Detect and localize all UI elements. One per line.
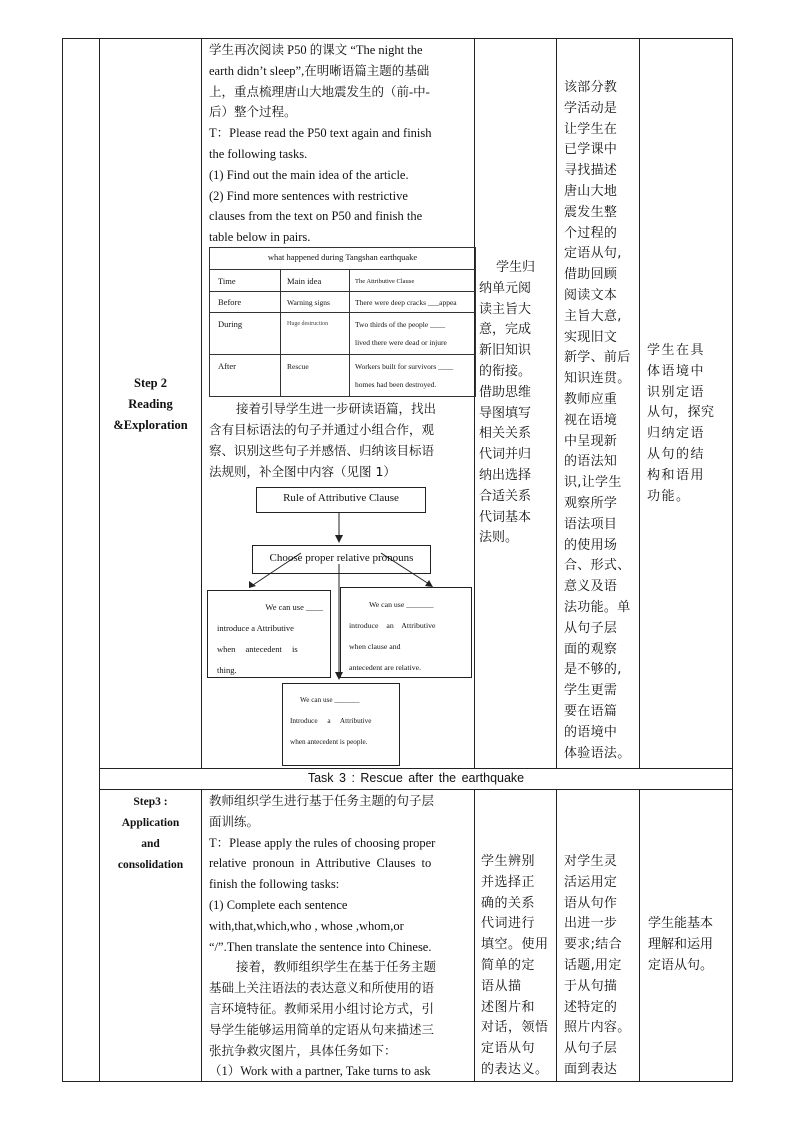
intent-line: 个过程的: [564, 225, 618, 241]
goal-line: 功能。: [647, 488, 691, 504]
step2-activity-intro: [209, 40, 471, 248]
goal-line: 理解和运用: [648, 936, 714, 952]
student-line: 法则。: [479, 530, 519, 546]
student-line: 并选择正: [481, 874, 536, 890]
intent-line: 从句子层: [564, 620, 618, 636]
intent-line: 观察所学: [564, 495, 618, 511]
rule-left-line: We can use ____: [265, 602, 323, 612]
activity-line: the following tasks.: [209, 146, 308, 161]
table-row-during-clause-2: lived there were dead or injure: [355, 338, 447, 347]
intent-line: 法功能。单: [564, 599, 631, 615]
intent-line: 的语境中: [564, 724, 618, 740]
student-line: 述图片和: [481, 999, 536, 1015]
student-line: 代词进行: [481, 916, 536, 932]
task3-title: Task 3 : Rescue after the earthquake: [307, 771, 525, 785]
intent-line: 识,让学生: [564, 475, 622, 491]
step2-learning-goal: [647, 341, 731, 507]
student-line: 的衔接。: [479, 363, 532, 379]
student-line: 代词基本: [479, 509, 532, 525]
activity-line: finish the following tasks:: [209, 877, 340, 892]
activity-line: T：Please read the P50 text again and finish: [209, 126, 432, 141]
table-row-after-clause-1: Workers built for survivors ____: [355, 362, 454, 371]
intent-line: 面的观察: [564, 641, 618, 657]
intent-line: 定语从句,: [564, 246, 622, 262]
intent-line: 阅读文本: [564, 287, 618, 303]
goal-line: 从句的结: [647, 446, 706, 462]
intent-line: 学活动是: [564, 100, 618, 116]
activity-line: 后）整个过程。: [209, 105, 297, 120]
rule-right-text: [349, 594, 465, 678]
rule-root-label: Rule of Attributive Clause: [283, 492, 399, 504]
rule-bottom-line: Introduce a Attributive: [290, 717, 372, 725]
intent-line: 主旨大意,: [564, 308, 622, 324]
intent-line: 语法项目: [564, 516, 618, 532]
intent-line: 体验语法。: [564, 745, 631, 761]
table-row-before-time: Before: [218, 297, 242, 307]
intent-line: 的语法知: [564, 454, 618, 470]
student-line: 合适关系: [479, 488, 532, 504]
step2-label-line: Step 2: [134, 376, 167, 390]
step2-label-line: &Exploration: [113, 418, 188, 432]
rule-right-line: antecedent are relative.: [349, 663, 422, 672]
step2-label-line: Reading: [128, 397, 173, 411]
intent-line: 活运用定: [564, 874, 618, 890]
activity-line: T：Please apply the rules of choosing proper: [209, 835, 436, 850]
table-border-right: [732, 38, 733, 1082]
table-header-time: Time: [218, 276, 236, 286]
intent-line: 话题,用定: [564, 957, 622, 973]
table-row-during-idea: Huge destruction: [287, 321, 329, 327]
activity-line: clauses from the text on P50 and finish the: [209, 209, 423, 224]
rule-left-line: introduce a Attributive: [217, 623, 294, 633]
intent-line: 对学生灵: [564, 854, 618, 869]
rule-left-line: when antecedent is: [217, 644, 298, 654]
activity-line: 学生再次阅读 P50 的课文 “The night the: [209, 43, 423, 57]
rule-left-text: [217, 597, 323, 681]
step3-learning-goal: [648, 914, 732, 976]
rule-bottom-text: [290, 690, 394, 753]
activity-line: relative pronoun in Attributive Clauses to: [209, 856, 432, 871]
step3-label-line: and: [141, 838, 160, 850]
table-row-after-clause-2: homes had been destroyed.: [355, 380, 437, 389]
table-row-before-idea: Warning signs: [287, 298, 330, 307]
student-line: 的表达义。: [481, 1061, 549, 1077]
activity-line: 接着，教师组织学生在基于任务主题: [236, 960, 437, 975]
student-line: 新旧知识: [479, 343, 532, 359]
student-line: 学生归: [496, 260, 536, 275]
intent-line: 借助回顾: [564, 267, 618, 283]
goal-line: 体语境中: [647, 363, 706, 379]
activity-line: 上，重点梳理唐山大地震发生的（前-中-: [209, 84, 430, 99]
goal-line: 构和语用: [647, 467, 706, 483]
table-row-during-clause-1: Two thirds of the people ____: [355, 320, 446, 329]
rule-right-line: introduce an Attributive: [349, 621, 436, 630]
row-divider-task3-bottom: [99, 789, 733, 790]
activity-line: 察、识别这些句子并感悟、归纳该目标语: [209, 443, 435, 458]
intent-line: 该部分教: [564, 80, 618, 95]
activity-line: 基础上关注语法的表达意义和所使用的语: [209, 981, 435, 996]
student-line: 纳出选择: [479, 467, 532, 483]
earthquake-table: [209, 247, 476, 397]
intent-line: 视在语境: [564, 412, 618, 428]
table-header-clause: The Attributive Clause: [355, 278, 415, 285]
student-line: 导图填写: [479, 405, 532, 421]
intent-line: 唐山大地: [564, 183, 618, 199]
intent-line: 实现旧文: [564, 329, 618, 345]
table-header-idea: Main idea: [287, 276, 322, 286]
student-line: 填空。使用: [481, 937, 549, 953]
earthquake-table-title: what happened during Tangshan earthquake: [267, 252, 418, 262]
intent-line: 学生更需: [564, 683, 618, 699]
intent-line: 照片内容。: [564, 1020, 631, 1036]
intent-line: 已学课中: [564, 142, 618, 158]
rule-middle-label: Choose proper relative pronouns: [269, 552, 414, 564]
table-row-before-clause: There were deep cracks ___appea: [355, 298, 457, 307]
intent-line: 知识连贯。: [564, 371, 631, 387]
goal-line: 学生能基本: [648, 916, 714, 931]
table-border-left: [62, 38, 63, 1082]
rule-left-line: thing.: [217, 665, 237, 675]
goal-line: 定语从句。: [648, 957, 714, 973]
intent-line: 新学、前后: [564, 350, 631, 366]
activity-line: (1) Find out the main idea of the article.: [209, 167, 409, 182]
col-divider-4a: [556, 38, 557, 768]
rule-bottom-line: We can use _______: [300, 696, 360, 704]
step3-student-activity: [481, 852, 555, 1081]
intent-line: 出进一步: [564, 916, 618, 932]
activity-line: 法规则，补全图中内容（见图 1）: [209, 464, 396, 479]
student-line: 学生辨别: [481, 854, 536, 869]
student-line: 相关关系: [479, 426, 532, 442]
intent-line: 于从句描: [564, 978, 618, 994]
student-line: 对话，领悟: [481, 1020, 549, 1036]
step2-activity-continued: [209, 398, 471, 482]
activity-line: with,that,which,who , whose ,whom,or: [209, 918, 404, 933]
step2-label: [100, 373, 201, 436]
goal-line: 识别定语: [647, 384, 706, 400]
rule-right-line: We can use _______: [369, 600, 434, 609]
activity-line: (2) Find more sentences with restrictive: [209, 188, 408, 203]
step2-student-activity: [479, 258, 555, 549]
step3-activity: [209, 791, 471, 1082]
activity-line: earth didn’t sleep”,在明晰语篇主题的基础: [209, 63, 430, 78]
activity-line: 含有目标语法的句子并通过小组合作，观: [209, 422, 435, 437]
activity-line: table below in pairs.: [209, 230, 311, 245]
activity-line: (1) Complete each sentence: [209, 897, 348, 912]
student-line: 定语从句: [481, 1041, 536, 1057]
student-line: 语从描: [481, 978, 522, 994]
intent-line: 要在语篇: [564, 703, 618, 719]
intent-line: 合、形式、: [564, 558, 631, 574]
intent-line: 中呈现新: [564, 433, 618, 449]
student-line: 纳单元阅: [479, 280, 532, 296]
col-divider-4b: [556, 789, 557, 1082]
intent-line: 语从句作: [564, 895, 618, 911]
intent-line: 让学生在: [564, 121, 618, 137]
activity-line: “/”.Then translate the sentence into Chinese.: [209, 939, 432, 954]
intent-line: 要求;结合: [564, 937, 622, 953]
step3-design-intent: [564, 852, 640, 1081]
student-line: 确的关系: [481, 895, 536, 911]
step3-label-line: Application: [121, 817, 180, 829]
activity-line: 面训练。: [209, 814, 260, 829]
student-line: 借助思维: [479, 384, 532, 400]
activity-line: 张抗争救灾图片，具体任务如下：: [209, 1043, 397, 1058]
student-line: 代词并归: [479, 447, 532, 463]
student-line: 意，完成: [479, 322, 532, 338]
table-border-top: [62, 38, 733, 39]
goal-line: 从句，探究: [647, 405, 715, 421]
step3-label: [100, 792, 201, 876]
intent-line: 的使用场: [564, 537, 618, 553]
intent-line: 震发生整: [564, 204, 618, 220]
table-row-after-time: After: [218, 361, 236, 371]
activity-line: 接着引导学生进一步研读语篇，找出: [236, 401, 437, 416]
intent-line: 是不够的,: [564, 662, 622, 678]
intent-line: 教师应重: [564, 391, 618, 407]
col-divider-2b: [201, 789, 202, 1082]
step2-design-intent: [564, 78, 640, 764]
col-divider-3a: [474, 38, 475, 768]
intent-line: 面到表达: [564, 1061, 618, 1077]
intent-line: 从句子层: [564, 1041, 618, 1057]
col-divider-3b: [474, 789, 475, 1082]
intent-line: 意义及语: [564, 579, 618, 595]
student-line: 简单的定: [481, 957, 536, 973]
table-row-after-idea: Rescue: [287, 362, 309, 371]
activity-line: （1）Work with a partner, Take turns to ask: [209, 1064, 431, 1079]
col-divider-1: [99, 38, 100, 1082]
activity-line: 导学生能够运用简单的定语从句来描述三: [209, 1022, 435, 1037]
activity-line: 教师组织学生进行基于任务主题的句子层: [209, 794, 435, 808]
step3-label-line: consolidation: [117, 859, 184, 871]
rule-right-line: when clause and: [349, 642, 401, 651]
rule-bottom-line: when antecedent is people.: [290, 738, 368, 746]
table-row-during-time: During: [218, 319, 243, 329]
goal-line: 归纳定语: [647, 426, 706, 442]
step3-label-line: Step3 :: [133, 796, 168, 808]
activity-line: 言环境特征。教师采用小组讨论方式，引: [209, 1001, 435, 1016]
student-line: 读主旨大: [479, 301, 532, 317]
intent-line: 寻找描述: [564, 163, 618, 179]
intent-line: 述特定的: [564, 999, 618, 1015]
goal-line: 学生在具: [647, 343, 706, 358]
